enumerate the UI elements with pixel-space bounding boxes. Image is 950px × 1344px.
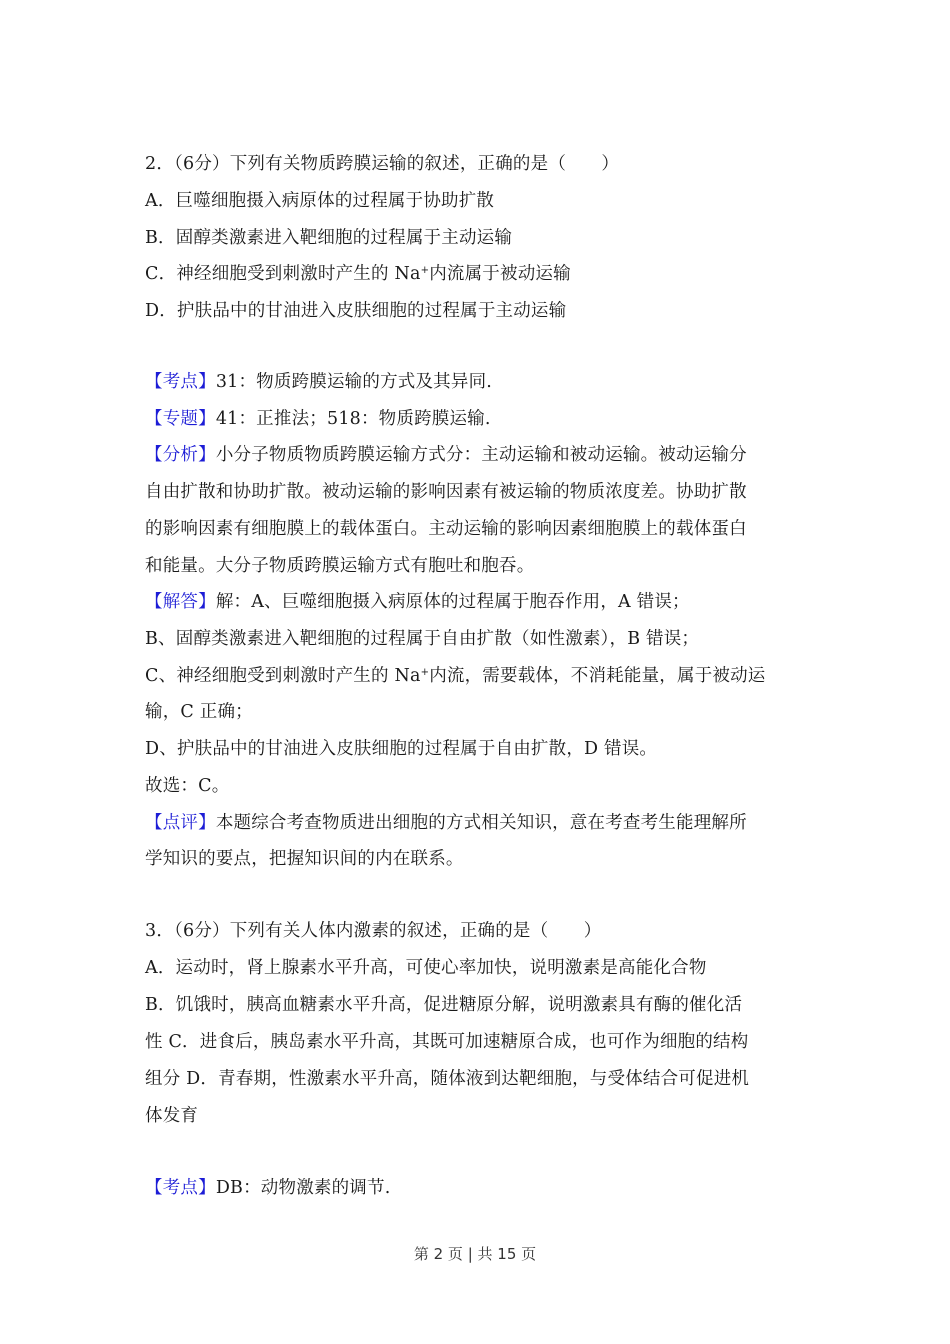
option-c-pre: C．神经细胞受到刺激时产生的 Na: [145, 264, 421, 284]
zhuanti-label: 【专题】: [145, 409, 216, 429]
q2-dianping: [145, 811, 747, 835]
jieda-line3-pre: C、神经细胞受到刺激时产生的 Na: [145, 666, 421, 686]
kaodian-label: 【考点】: [145, 1178, 216, 1198]
jieda-label: 【解答】: [145, 592, 216, 612]
fenxi-line: 的影响因素有细胞膜上的载体蛋白。主动运输的影响因素细胞膜上的载体蛋白: [145, 519, 747, 539]
zhuanti-text: 41：正推法；518：物质跨膜运输.: [215, 409, 491, 429]
dianping-label: 【点评】: [145, 813, 216, 833]
q2-option-d: D．护肤品中的甘油进入皮肤细胞的过程属于主动运输: [145, 301, 567, 321]
kaodian-label: 【考点】: [145, 372, 216, 392]
page-footer: 第 2 页 | 共 15 页: [413, 1245, 537, 1263]
q2-option-a: A．巨噬细胞摄入病原体的过程属于协助扩散: [145, 191, 495, 211]
q2-option-b: B．固醇类激素进入靶细胞的过程属于主动运输: [145, 228, 513, 248]
jieda-line: B、固醇类激素进入靶细胞的过程属于自由扩散（如性激素），B 错误；: [145, 629, 700, 649]
q3-line: 体发育: [145, 1106, 199, 1126]
question-2-stem: 2．（6分）下列有关物质跨膜运输的叙述，正确的是（ ）: [145, 154, 620, 174]
jieda-answer: 故选：C。: [145, 776, 230, 796]
q2-jieda: [145, 590, 690, 614]
superscript: +: [420, 265, 430, 276]
question-3-stem: 3．（6分）下列有关人体内激素的叙述，正确的是（ ）: [145, 921, 602, 941]
jieda-line: D、护肤品中的甘油进入皮肤细胞的过程属于自由扩散，D 错误。: [145, 739, 658, 759]
jieda-line: [145, 664, 766, 688]
jieda-line: 输，C 正确；: [145, 702, 253, 722]
q3-line: 组分 D．青春期，性激素水平升高，随体液到达靶细胞，与受体结合可促进机: [145, 1069, 750, 1089]
q2-fenxi: [145, 443, 747, 467]
q3-kaodian: [145, 1176, 390, 1200]
q3-line: 性 C．进食后，胰岛素水平升高，其既可加速糖原合成，也可作为细胞的结构: [145, 1032, 749, 1052]
fenxi-label: 【分析】: [145, 445, 216, 465]
fenxi-line: 和能量。大分子物质跨膜运输方式有胞吐和胞吞。: [145, 556, 535, 576]
q2-kaodian: [145, 370, 492, 394]
fenxi-line: 小分子物质物质跨膜运输方式分：主动运输和被动运输。被动运输分: [215, 445, 747, 465]
kaodian-text: 31：物质跨膜运输的方式及其异同.: [215, 372, 493, 392]
q2-option-c: [145, 262, 571, 286]
dianping-line: 本题综合考查物质进出细胞的方式相关知识，意在考查考生能理解所: [215, 813, 747, 833]
kaodian-text: DB：动物激素的调节.: [215, 1178, 391, 1198]
q3-line: A．运动时，肾上腺素水平升高，可使心率加快，说明激素是高能化合物: [145, 958, 707, 978]
option-c-post: 内流属于被动运输: [429, 264, 571, 284]
jieda-line3-post: 内流，需要载体，不消耗能量，属于被动运: [429, 666, 766, 686]
jieda-line: 解：A、巨噬细胞摄入病原体的过程属于胞吞作用，A 错误；: [215, 592, 690, 612]
q2-zhuanti: [145, 407, 491, 431]
fenxi-line: 自由扩散和协助扩散。被动运输的影响因素有被运输的物质浓度差。协助扩散: [145, 482, 747, 502]
q3-line: B．饥饿时，胰高血糖素水平升高，促进糖原分解，说明激素具有酶的催化活: [145, 995, 743, 1015]
superscript: +: [420, 667, 430, 678]
dianping-line: 学知识的要点，把握知识间的内在联系。: [145, 849, 464, 869]
